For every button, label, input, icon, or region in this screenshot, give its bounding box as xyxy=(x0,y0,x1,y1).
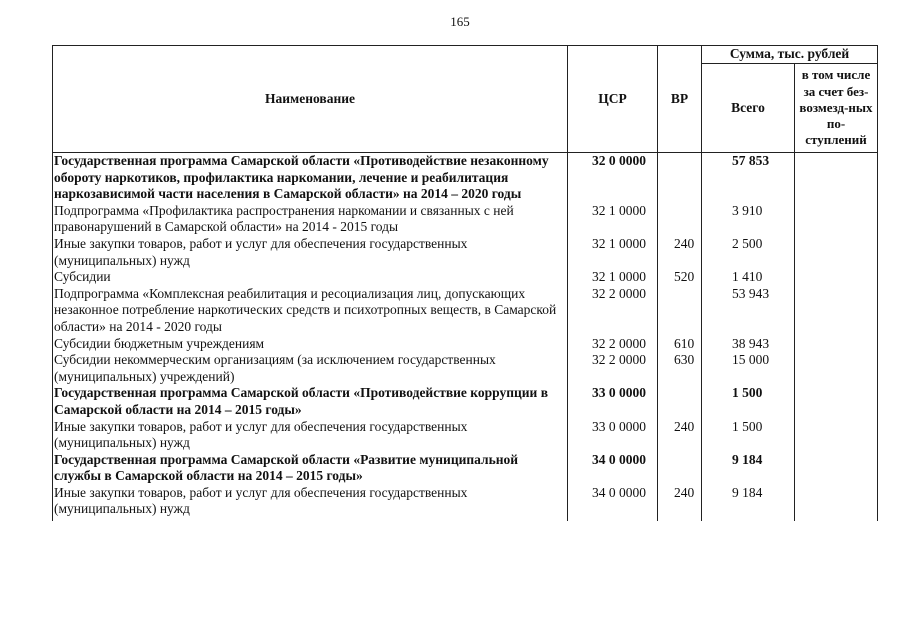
row-free xyxy=(795,485,878,521)
table-row xyxy=(53,203,878,236)
row-vr: 630 xyxy=(658,352,702,385)
budget-table xyxy=(52,45,878,521)
header-sum-group: Сумма, тыс. рублей xyxy=(702,46,878,64)
row-total: 38 943 xyxy=(702,336,795,353)
row-free xyxy=(795,269,878,286)
row-free xyxy=(795,385,878,418)
header-free-receipts: в том числе за счет без-возмезд-ных по-ступлений xyxy=(795,64,878,153)
row-total: 15 000 xyxy=(702,352,795,385)
row-vr xyxy=(658,286,702,336)
table-body xyxy=(53,153,878,521)
row-vr xyxy=(658,153,702,203)
row-total: 3 910 xyxy=(702,203,795,236)
row-vr xyxy=(658,203,702,236)
table-row xyxy=(53,419,878,452)
row-name: Подпрограмма «Профилактика распространения наркомании и связанных с ней правонарушений в Самарской области» на 2014 - 2015 годы xyxy=(53,203,568,236)
row-vr: 520 xyxy=(658,269,702,286)
row-name: Иные закупки товаров, работ и услуг для обеспечения государственных (муниципальных) нужд xyxy=(53,236,568,269)
row-free xyxy=(795,286,878,336)
row-csr: 33 0 0000 xyxy=(568,419,658,452)
table-row xyxy=(53,485,878,521)
table-row xyxy=(53,385,878,418)
row-name: Государственная программа Самарской области «Противодействие коррупции в Самарской области на 2014 – 2015 годы» xyxy=(53,385,568,418)
row-name: Иные закупки товаров, работ и услуг для обеспечения государственных (муниципальных) нужд xyxy=(53,485,568,521)
table-row xyxy=(53,153,878,203)
row-name: Иные закупки товаров, работ и услуг для обеспечения государственных (муниципальных) нужд xyxy=(53,419,568,452)
row-free xyxy=(795,203,878,236)
header-csr: ЦСР xyxy=(568,46,658,153)
row-name: Государственная программа Самарской области «Развитие муниципальной службы в Самарской области на 2014 – 2015 годы» xyxy=(53,452,568,485)
row-total: 57 853 xyxy=(702,153,795,203)
table-header xyxy=(53,46,878,153)
row-csr: 32 2 0000 xyxy=(568,336,658,353)
row-vr: 240 xyxy=(658,485,702,521)
table-row xyxy=(53,452,878,485)
row-name: Субсидии некоммерческим организациям (за исключением государственных (муниципальных) учреждений) xyxy=(53,352,568,385)
row-vr: 610 xyxy=(658,336,702,353)
row-csr: 32 0 0000 xyxy=(568,153,658,203)
row-vr: 240 xyxy=(658,236,702,269)
row-free xyxy=(795,336,878,353)
row-total: 1 500 xyxy=(702,385,795,418)
row-name: Субсидии xyxy=(53,269,568,286)
row-csr: 32 1 0000 xyxy=(568,269,658,286)
header-name: Наименование xyxy=(53,46,568,153)
row-free xyxy=(795,419,878,452)
row-csr: 32 1 0000 xyxy=(568,236,658,269)
table-row xyxy=(53,352,878,385)
row-csr: 33 0 0000 xyxy=(568,385,658,418)
row-csr: 32 1 0000 xyxy=(568,203,658,236)
row-free xyxy=(795,153,878,203)
row-free xyxy=(795,236,878,269)
row-free xyxy=(795,352,878,385)
row-total: 9 184 xyxy=(702,485,795,521)
row-csr: 34 0 0000 xyxy=(568,452,658,485)
row-csr: 32 2 0000 xyxy=(568,286,658,336)
table-row xyxy=(53,336,878,353)
row-total: 1 410 xyxy=(702,269,795,286)
row-csr: 34 0 0000 xyxy=(568,485,658,521)
row-total: 53 943 xyxy=(702,286,795,336)
row-name: Субсидии бюджетным учреждениям xyxy=(53,336,568,353)
table-row xyxy=(53,286,878,336)
row-total: 2 500 xyxy=(702,236,795,269)
row-name: Подпрограмма «Комплексная реабилитация и ресоциализация лиц, допускающих незаконное потребление наркотических средств и психотропных веществ, в Самарской области» на 2014 - 2020 годы xyxy=(53,286,568,336)
header-vr: ВР xyxy=(658,46,702,153)
row-csr: 32 2 0000 xyxy=(568,352,658,385)
row-free xyxy=(795,452,878,485)
row-total: 9 184 xyxy=(702,452,795,485)
row-vr xyxy=(658,452,702,485)
table-row xyxy=(53,236,878,269)
row-total: 1 500 xyxy=(702,419,795,452)
row-vr xyxy=(658,385,702,418)
table-row xyxy=(53,269,878,286)
row-vr: 240 xyxy=(658,419,702,452)
header-total: Всего xyxy=(702,64,795,153)
row-name: Государственная программа Самарской области «Противодействие незаконному обороту наркотиков, профилактика наркомании, лечение и реабилитация наркозависимой части населения в Самарской области» на 2014 – 2020 годы xyxy=(53,153,568,203)
page-number: 165 xyxy=(450,14,470,29)
